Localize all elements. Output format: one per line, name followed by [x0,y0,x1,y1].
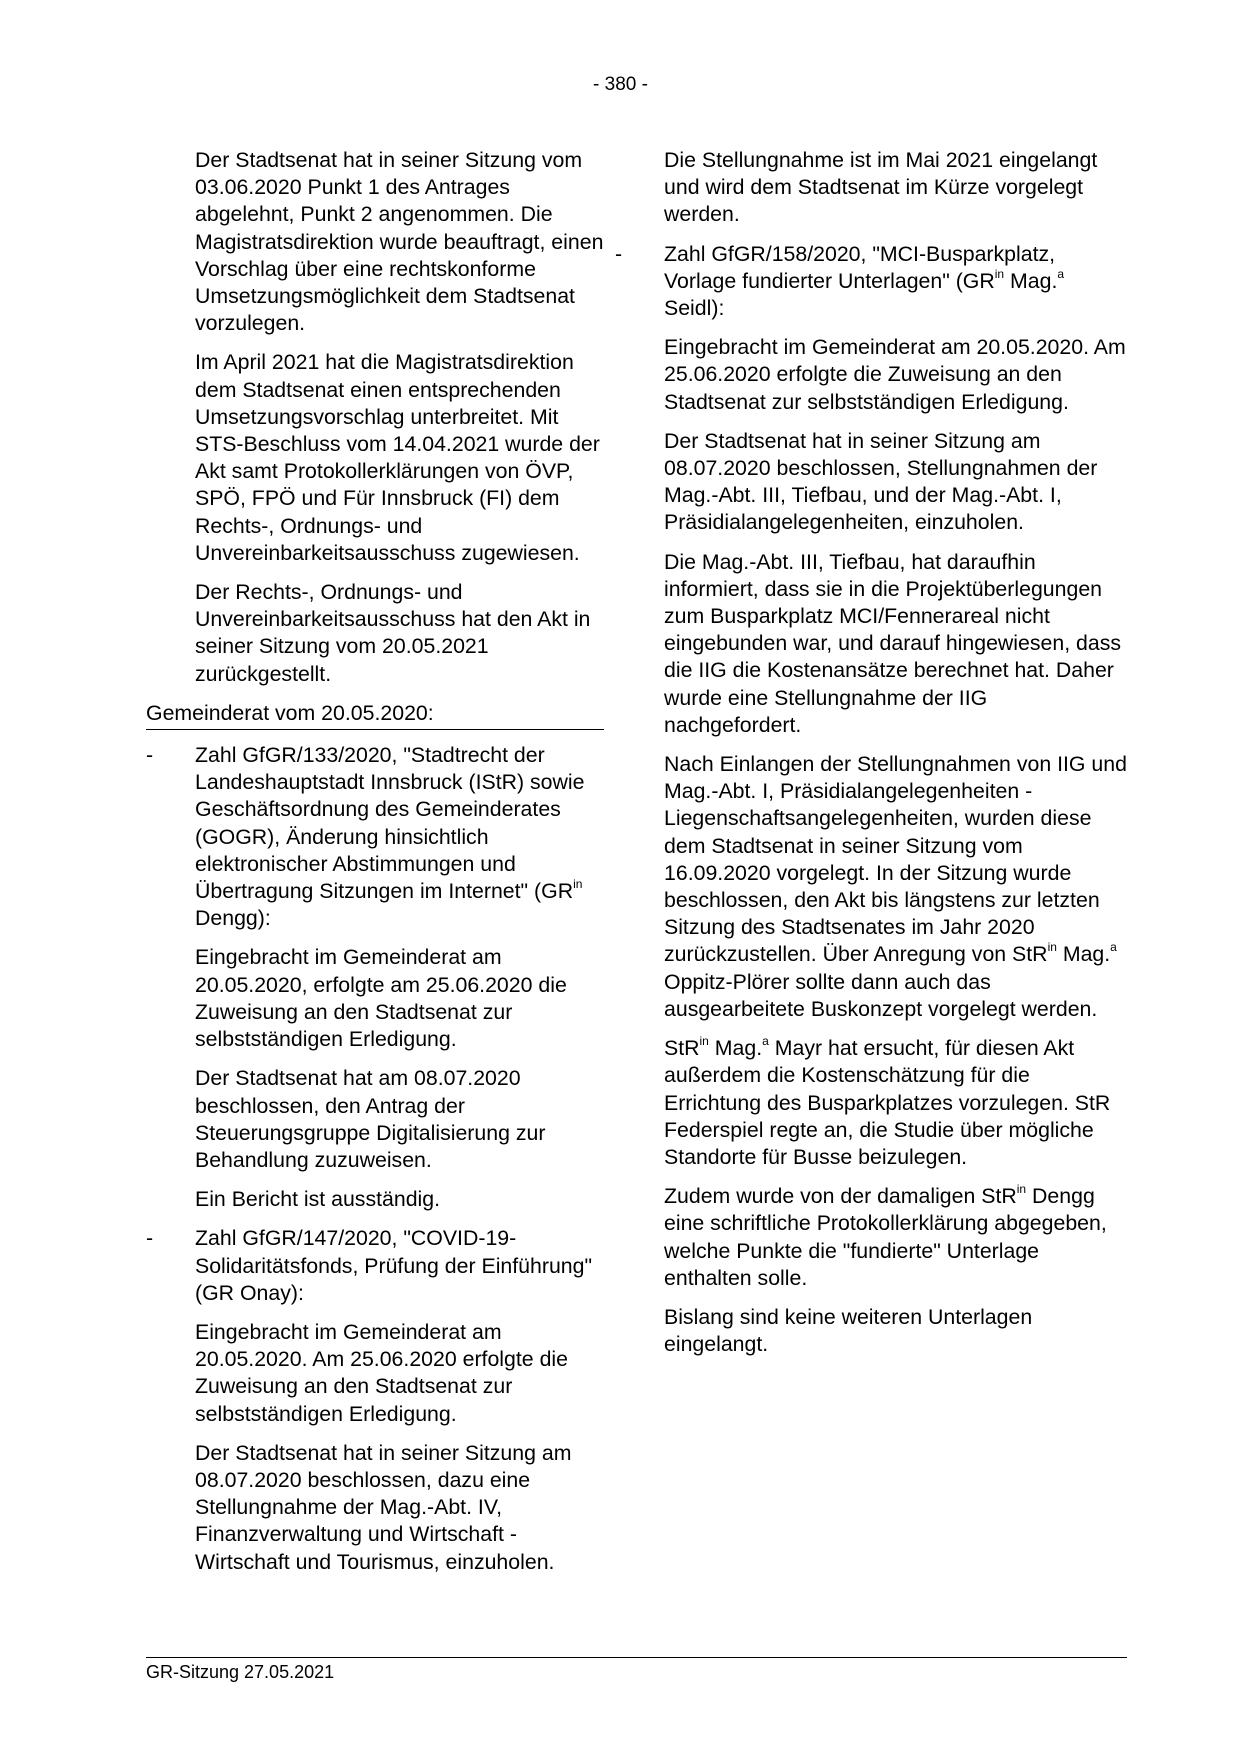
item-title: Zahl GfGR/133/2020, "Stadtrecht der Landeshauptstadt Innsbruck (IStR) sowie Geschäftsordnung des Gemeinderates (GOGR), Änderung hinsichtlich elektronischer Abstimmungen und Übertragung Sitzungen im Internet" [195,743,585,904]
left-column [146,147,604,1588]
paragraph: StR$^{in}$ Mag.$^a$ Mayr hat ersucht, für diesen Akt außerdem die Kostenschätzung für die Errichtung des Busparkplatzes vorzulegen. StR Federspiel regte an, die Studie über mögliche Standorte für Busse beizulegen. [664,1034,1111,1169]
paragraph: Eingebracht im Gemeinderat am 20.05.2020. Am 25.06.2020 erfolgte die Zuweisung an den Stadtsenat zur selbstständigen Erledigung. [664,335,1126,414]
list-item [615,241,1130,323]
paragraph: Der Stadtsenat hat am 08.07.2020 beschlossen, den Antrag der Steuerungsgruppe Digitalisierung zur Behandlung zuzuweisen. [195,1066,546,1172]
list-dash: - [146,1226,154,1251]
item-title: Zahl GfGR/147/2020, "COVID-19-Solidaritätsfonds, Prüfung der Einführung" (GR Onay): [195,1226,593,1305]
list-item [146,1225,604,1307]
right-column [615,147,1130,1370]
footer-divider [146,1657,1127,1658]
paragraph: Ein Bericht ist ausständig. [195,1187,441,1212]
paragraph: Eingebracht im Gemeinderat am 20.05.2020. Am 25.06.2020 erfolgte die Zuweisung an den Stadtsenat zur selbstständigen Erledigung. [195,1319,568,1426]
list-item [146,742,604,932]
item-author: ($GR^{in}$ Mag.$^a$ Seidl): [664,266,1065,321]
paragraph: Eingebracht im Gemeinderat am 20.05.2020, erfolgte am 25.06.2020 die Zuweisung an den Stadtsenat zur selbstständigen Erledigung. [195,945,567,1052]
section-heading: Gemeinderat vom 20.05.2020: [146,700,604,730]
item-author: ($GR^{in}$ Dengg): [195,876,583,931]
list-dash: - [615,241,623,266]
paragraph: Bislang sind keine weiteren Unterlagen eingelangt. [664,1304,1033,1357]
item-title: Zahl GfGR/158/2020, "MCI-Busparkplatz, Vorlage fundierter Unterlagen" [664,241,1056,293]
footer-text: GR-Sitzung 27.05.2021 [146,1662,335,1682]
paragraph: Die Stellungnahme ist im Mai 2021 eingelangt und wird dem Stadtsenat im Kürze vorgelegt werden. [664,148,1098,227]
paragraph: Der Stadtsenat hat in seiner Sitzung vom 03.06.2020 Punkt 1 des Antrages abgelehnt, Punkt 2 angenommen. Die Magistratsdirektion wurde beauftragt, einen Vorschlag über eine rechtskonforme Umsetzungsmöglichkeit dem Stadtsenat vorzulegen. [195,148,604,336]
paragraph: Der Rechts-, Ordnungs- und Unvereinbarkeitsausschuss hat den Akt in seiner Sitzung vom 20.05.2021 zurückgestellt. [195,580,591,686]
paragraph: Die Mag.-Abt. III, Tiefbau, hat daraufhin informiert, dass sie in die Projektüberlegungen zum Busparkplatz MCI/Fennerareal nicht eingebunden war, und darauf hingewiesen, dass die IIG die Kostenansätze berechnet hat. Daher wurde eine Stellungnahme der IIG nachgefordert. [664,549,1122,737]
paragraph: Der Stadtsenat hat in seiner Sitzung am 08.07.2020 beschlossen, dazu eine Stellungnahme der Mag.-Abt. IV, Finanzverwaltung und Wirtschaft - Wirtschaft und Tourismus, einzuholen. [195,1440,572,1574]
paragraph: Nach Einlangen der Stellungnahmen von IIG und Mag.-Abt. I, Präsidialangelegenheiten - Liegenschaftsangelegenheiten, wurden diese dem Stadtsenat in seiner Sitzung vom 16.09.2020 vorgelegt. In der Sitzung wurde beschlossen, den Akt bis längstens zur letzten Sitzung des Stadtsenates im Jahr 2020 zurückzustellen. Über Anregung von StR$^{in}$ Mag.$^a$ Oppitz-Plörer sollte dann auch das ausgearbeitete Buskonzept vorgelegt werden. [664,752,1127,1021]
paragraph: Der Stadtsenat hat in seiner Sitzung am 08.07.2020 beschlossen, Stellungnahmen der Mag.-Abt. III, Tiefbau, und der Mag.-Abt. I, Präsidialangelegenheiten, einzuholen. [664,428,1098,535]
page-number: - 380 - [593,74,648,95]
list-dash: - [146,743,154,768]
paragraph: Im April 2021 hat die Magistratsdirektion dem Stadtsenat einen entsprechenden Umsetzungsvorschlag unterbreitet. Mit STS-Beschluss vom 14.04.2021 wurde der Akt samt Protokollerklärungen von ÖVP, SPÖ, FPÖ und Für Innsbruck (FI) dem Rechts-, Ordnungs- und Unvereinbarkeitsausschuss zugewiesen. [195,350,600,565]
paragraph: Zudem wurde von der damaligen StR$^{in}$ Dengg eine schriftliche Protokollerklärung abgegeben, welche Punkte die "fundierte" Unterlage enthalten solle. [664,1182,1107,1290]
